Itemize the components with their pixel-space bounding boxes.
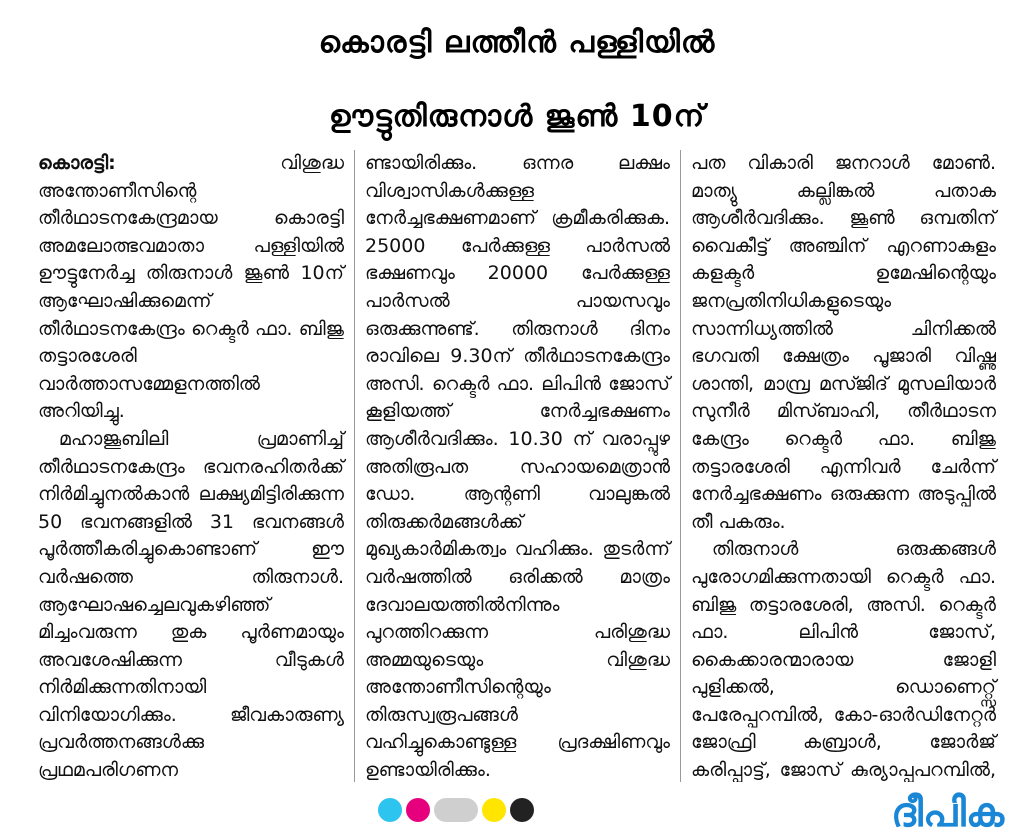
- article-column-1: [28, 150, 354, 782]
- headline: [0, 6, 1034, 154]
- black-registration-dot: [510, 798, 534, 822]
- article-column-3: [680, 150, 1006, 782]
- grey-registration-dot: [434, 798, 478, 822]
- paragraph: പത വികാരി ജനറാൾ മോൺ. മാത്യു കല്ലിങ്കൽ പതാക ആശീർവദിക്കും. ജൂൺ ഒമ്പതിന് വൈകീട്ട് അഞ്ചിന് എറണാകുളം കളക്ടർ ഉമേഷിന്റെയും ജനപ്രതിനിധികളുടെയും സാന്നിധ്യത്തിൽ ചിനിക്കൽ ഭഗവതി ക്ഷേത്രം പൂജാരി വിഷ്ണു ശാന്തി, മാമ്പ്ര മസ്ജിദ് മുസലിയാർ സുനീർ മിസ്ബാഹി, തീർഥാടന കേന്ദ്രം റെക്ടർ ഫാ. ബിജു തട്ടാരശേരി എന്നിവർ ചേർന്ന് നേർച്ചഭക്ഷണം ഒരുക്കുന്ന അടുപ്പിൽ തീ പകരും.: [691, 152, 996, 533]
- headline-line-1: കൊരട്ടി ലത്തീൻ പള്ളിയിൽ: [318, 25, 716, 60]
- paragraph: ണ്ടായിരിക്കും. ഒന്നര ലക്ഷം വിശ്വാസികൾക്കുള്ള നേർച്ചഭക്ഷണമാണ് ക്രമീകരിക്കുക. 25000 പേർക്കുള്ള പാർസൽ ഭക്ഷണവും 20000 പേർക്കുള്ള പാർസൽ പായസവും ഒരുക്കുന്നുണ്ട്. തിരുനാൾ ദിനം രാവിലെ 9.30ന് തീർഥാടനകേന്ദ്രം അസി. റെക്ടർ ഫാ. ലിപിൻ ജോസ് കൂളിയത്ത് നേർച്ചഭക്ഷണം ആശീർവദിക്കും. 10.30 ന് വരാപ്പുഴ അതിരൂപത സഹായമെത്രാൻ ഡോ. ആന്റണി വാലുങ്കൽ തിരുക്കർമങ്ങൾക്ക് മുഖ്യകാർമികത്വം വഹിക്കും. തുടർന്ന് വർഷത്തിൽ ഒരിക്കൽ മാത്രം ദേവാലയത്തിൽനിന്നും പുറത്തിറക്കുന്ന പരിശുദ്ധ അമ്മയുടെയും വിശുദ്ധ അന്തോണീസിന്റെയും തിരുസ്വരൂപങ്ങൾ വഹിച്ചുകൊണ്ടുള്ള പ്രദക്ഷിണവും ഉണ്ടായിരിക്കും.: [365, 152, 670, 782]
- paragraph: [38, 150, 344, 426]
- page-footer: [0, 790, 1034, 840]
- cyan-registration-dot: [378, 798, 402, 822]
- article-column-2: [354, 150, 680, 782]
- newspaper-masthead: ദീപിക: [891, 790, 1004, 836]
- paragraph: തിരുനാൾ ഒരുക്കങ്ങൾ പുരോഗമിക്കുന്നതായി റെക്ടർ ഫാ. ബിജു തട്ടാരശേരി, അസി. റെക്ടർ ഫാ. ലിപിൻ ജോസ്, കൈക്കാരന്മാരായ ജോളി പുളിക്കൽ, ഡൊണെറ്റ്സ് പേരേപ്പറമ്പിൽ, കോ-ഓർഡിനേറ്റർ ജോഫ്രി കബ്രാൾ, ജോർജ് കരിപ്പാട്ട്, ജോസ് കുര്യാപ്പപറമ്പിൽ,: [691, 538, 996, 782]
- color-registration-marks: [378, 798, 534, 822]
- yellow-registration-dot: [482, 798, 506, 822]
- paragraph-text: വിശുദ്ധ അന്തോണീസിന്റെ തീർഥാടനകേന്ദ്രമായ കൊരട്ടി അമലോത്ഭവമാതാ പള്ളിയിൽ ഊട്ടുനേർച്ച തിരുനാൾ ജൂൺ 10ന് ആഘോഷിക്കുമെന്ന് തീർഥാടനകേന്ദ്രം റെക്ടർ ഫാ. ബിജു തട്ടാരശേരി വാർത്താസമ്മേളനത്തിൽ അറിയിച്ചു.: [38, 152, 344, 423]
- magenta-registration-dot: [406, 798, 430, 822]
- headline-line-2: ഊട്ടുതിരുനാൾ ജൂൺ 10ന്: [328, 99, 706, 134]
- dateline: കൊരട്ടി:: [38, 152, 116, 174]
- article-body: [28, 150, 1010, 782]
- paragraph: മഹാജൂബിലി പ്രമാണിച്ച് തീർഥാടനകേന്ദ്രം ഭവനരഹിതർക്ക് നിർമിച്ചുനൽകാൻ ലക്ഷ്യമിട്ടിരിക്കുന്ന 50 ഭവനങ്ങളിൽ 31 ഭവനങ്ങൾ പൂർത്തീകരിച്ചുകൊണ്ടാണ് ഈ വർഷത്തെ തിരുനാൾ. ആഘോഷച്ചെലവുകഴിഞ്ഞ് മിച്ചംവരുന്ന തുക പൂർണമായും അവശേഷിക്കുന്ന വീടുകൾ നിർമിക്കുന്നതിനായി വിനിയോഗിക്കും. ജീവകാരുണ്യ പ്രവർത്തനങ്ങൾക്കു പ്രഥമപരിഗണന: [38, 427, 344, 782]
